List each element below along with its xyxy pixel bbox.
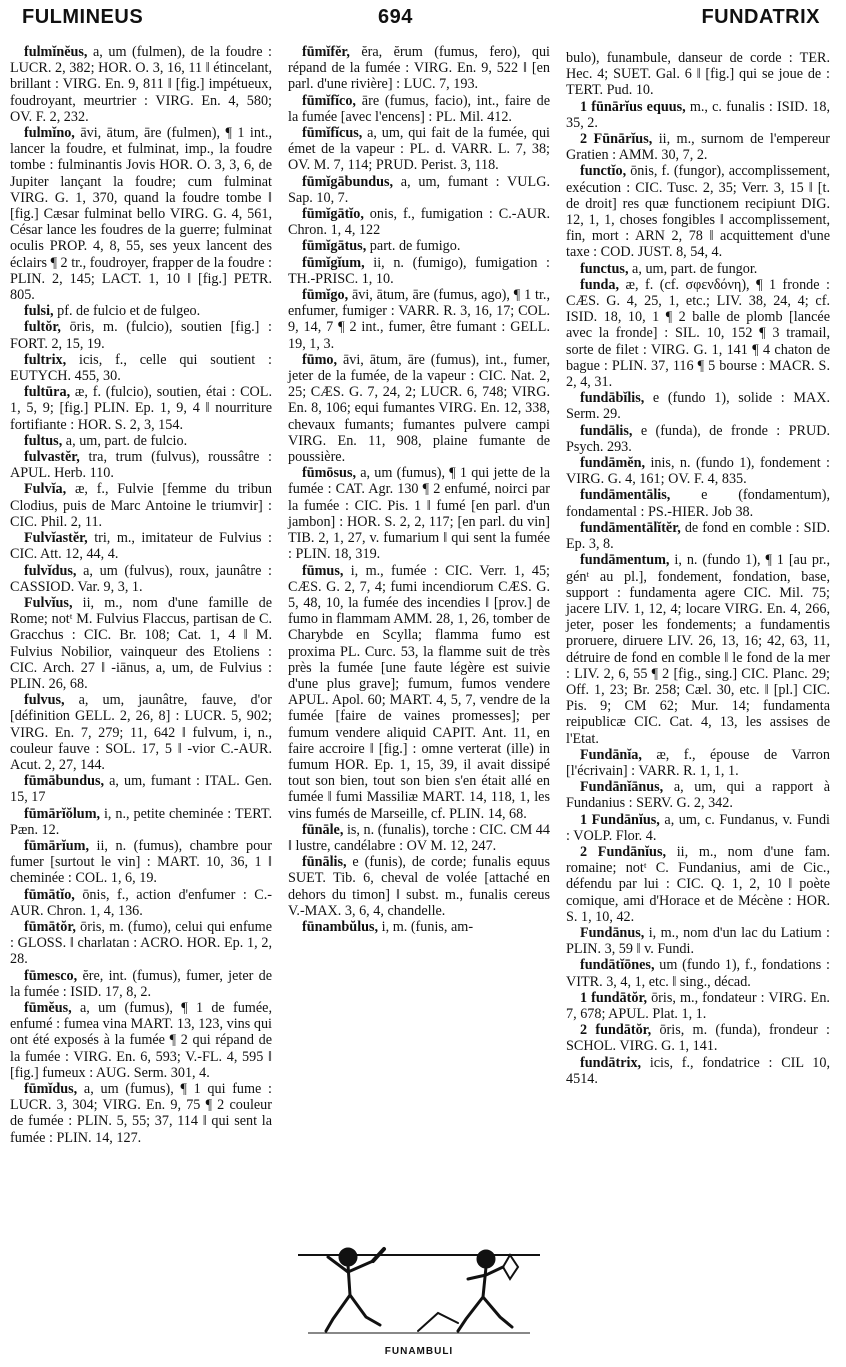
dictionary-entry — [10, 125, 272, 303]
entry-definition: i, m., nom d'un lac du Latium : PLIN. 3, 59 ‖ v. Fundi. — [566, 924, 830, 958]
entry-definition: e (fondamentum), fondamental : PS.-HIER. Job 38. — [566, 487, 830, 520]
entry-definition: e (fundo 1), solide : MAX. Serm. 29. — [566, 390, 830, 423]
entry-headword: fūmĭfĭcus, — [302, 125, 363, 142]
dictionary-entry — [10, 449, 272, 481]
entry-headword: 1 fūnārĭus equus, — [580, 98, 686, 115]
dictionary-entry — [566, 520, 830, 552]
entry-headword: Fundānus, — [580, 924, 645, 941]
entry-definition: e (funis), de corde; funalis equus SUET. Tib. 6, cheval de volée [attaché en dehors du timon] ‖ subst. m., funalis cereus V.-MAX. 3, 6, 4, chandelle. — [288, 854, 550, 919]
entry-headword: fūmārĭum, — [24, 837, 90, 854]
entry-headword: fultūra, — [24, 384, 71, 401]
entry-definition: i, n. (fundo 1), ¶ 1 [au pr., génᵗ au pl.], fondement, fondation, base, support : fundamenta agere CIC. Mil. 75; jacere LIV. 1, 12, 4; locare VIRG. En. 4, 266, jeter, poser les fondements; a fundamentis proruere, diruere LIV. 26, 13, 16; 42, 63, 11, détruire de fond en comble ‖ le fond de la mer : LIV. 2, 6, 55 ¶ 2 [fig., sing.] CIC. Planc. 29; Off. 1, 23; Br. 258; Cæl. 30, etc. ‖ [pl.] CIC. Pis. 9; CM 62; Mur. 14; fundamenta reipublicæ CIC. Cat. 4, 13, les assises de l'Etat. — [566, 552, 830, 747]
dictionary-entry — [566, 1055, 830, 1087]
entry-definition: ii, m., surnom de l'empereur Gratien : AMM. 30, 7, 2. — [566, 131, 830, 164]
entry-definition: a, um (fulmen), de la foudre : LUCR. 2, 382; HOR. O. 3, 16, 11 ‖ étincelant, brillant : VIRG. En. 9, 811 ‖ [fig.] impétueux, foudroyant, meurtrier : VIRG. En. 4, 580; OV. F. 2, 232. — [10, 44, 272, 125]
entry-headword: fultrix, — [24, 351, 67, 368]
entry-headword: fūmĭgātĭo, — [302, 206, 364, 223]
dictionary-entry — [566, 423, 830, 455]
entry-definition: a, um, fumant : VULG. Sap. 10, 7. — [288, 173, 550, 206]
dictionary-entry — [288, 919, 550, 935]
dictionary-entry — [10, 303, 272, 319]
entry-headword: fūmĭgābundus, — [302, 173, 394, 190]
entry-definition: i, n., petite cheminée : TERT. Pæn. 12. — [10, 805, 272, 838]
dictionary-entry — [10, 692, 272, 773]
entry-definition: onis, f., fumigation : C.-AUR. Chron. 1, 4, 122 — [288, 206, 550, 239]
dictionary-entry — [288, 352, 550, 465]
entry-headword: fūmo, — [302, 351, 338, 368]
dictionary-entry — [10, 352, 272, 384]
entry-definition: a, um, c. Fundanus, v. Fundi : VOLP. Flor. 4. — [566, 811, 830, 844]
entry-definition: i, m., fumée : CIC. Verr. 1, 45; CÆS. G. 2, 7, 4; fumi incendiorum CÆS. G. 5, 48, 10, la fumée des incendies ‖ [prov.] de fumo in flammam AMM. 28, 1, 26, tomber de Charybde en Scylla; flamma fumo est proxima PL. Curc. 53, la flamme suit de très près la fumée [une faute légère est suivie d'une plus grave]; fumum, fumos vendere APUL. Apol. 60; MART. 4, 5, 7, vendre de la fumée [faire de vaines promesses]; per fumum vendere aliquid CAPIT. Ant. 11, en faire accroire ‖ [fig.] : omne verterat (ille) in fumum HOR. Ep. 1, 15, 39, il avait dissipé tout son bien, tout son bien s'en était allé en fumée ‖ fumi Massiliæ MART. 14, 118, 1, les vins fumés de Marseille, cf. PLIN. 14, 68. — [288, 562, 550, 822]
dictionary-entry — [10, 319, 272, 351]
entry-definition: icis, f., celle qui soutient : EUTYCH. 455, 30. — [10, 351, 272, 385]
entry-headword: fūmĭgĭum, — [302, 254, 365, 271]
dictionary-entry — [566, 1022, 830, 1054]
dictionary-entry — [10, 384, 272, 433]
entry-definition: a, um (fumus), ¶ 1 de fumée, enfumé : fumea vina MART. 13, 123, vins qui ont été exposés à la fumée ¶ 2 qui répand de la fumée : VIRG. En. 6, 593; V.-FL. 4, 595 ‖ [fig.] fumeux : AUG. Serm. 301, 4. — [10, 999, 272, 1081]
dictionary-entry — [10, 1000, 272, 1081]
dictionary-entry — [10, 595, 272, 692]
dictionary-entry — [566, 455, 830, 487]
dictionary-entry — [288, 44, 550, 93]
dictionary-entry — [566, 390, 830, 422]
entry-definition: ii, n. (fumigo), fumigation : TH.-PRISC. 1, 10. — [288, 254, 550, 287]
entry-headword: fūmārĭŏlum, — [24, 805, 101, 822]
header-last-word: FUNDATRIX — [701, 6, 820, 28]
entry-definition: a, um, qui fait de la fumée, qui émet de la vapeur : PL. d. VARR. L. 7, 38; OV. M. 7, 114; PRUD. Perist. 3, 118. — [288, 125, 550, 174]
dictionary-entry — [10, 481, 272, 530]
dictionary-entry — [288, 255, 550, 287]
dictionary-entry — [10, 563, 272, 595]
entry-headword: fulmĭno, — [24, 125, 75, 142]
entry-definition: is, n. (funalis), torche : CIC. CM 44 ‖ lustre, candélabre : OV M. 12, 247. — [288, 821, 550, 854]
entry-headword: fultŏr, — [24, 319, 61, 336]
entry-headword: fūmĭgātus, — [302, 238, 367, 255]
dictionary-entry — [10, 1081, 272, 1146]
entry-headword: functus, — [580, 260, 629, 277]
entry-definition: æ, f. (cf. σφενδόνη), ¶ 1 fronde : CÆS. G. 4, 25, 1, etc.; LIV. 38, 24, 4; cf. ISID. 18, 10, 1 ¶ 2 balle de plomb [lancée avec la fronde] : SIL. 10, 152 ¶ 3 tramail, sorte de filet : VIRG. G. 1, 141 ¶ 4 chaton de bague : PLIN. 37, 116 ¶ 5 bourse : MACR. S. 2, 4, 31. — [566, 276, 830, 391]
dictionary-entry — [288, 287, 550, 352]
dictionary-entry — [288, 174, 550, 206]
dictionary-entry — [566, 552, 830, 746]
entry-definition: part. de fumigo. — [366, 238, 461, 255]
entry-headword: fūnālis, — [302, 854, 347, 871]
entry-definition: ii, m., nom d'une fam. romaine; notᵗ C. Fundanius, ami de Cic., défendu par lui : CIC. Q. 1, 2, 10 ‖ poète comique, ami d'Horace et de Mécène : HOR. S. 1, 10, 42. — [566, 843, 830, 925]
entry-definition: m., c. funalis : ISID. 18, 35, 2. — [566, 98, 830, 131]
entry-headword: fulmĭnĕus, — [24, 44, 88, 60]
dictionary-entry — [288, 206, 550, 238]
entry-headword: fundābĭlis, — [580, 390, 645, 407]
entry-headword: 1 fundātŏr, — [580, 989, 648, 1006]
entry-definition: a, um, qui a rapport à Fundanius : SERV. G. 2, 342. — [566, 779, 830, 812]
entry-definition: a, um (fumus), ¶ 1 qui jette de la fumée : CAT. Agr. 130 ¶ 2 enfumé, noirci par la fumée : CIC. Pis. 1 ‖ fumé [en parl. d'un jambon] : HOR. S. 2, 2, 117; [en parl. du vin] TIB. 2, 1, 27, v. fumarium ‖ qui sent la fumée : PLIN. 18, 319. — [288, 465, 550, 563]
dictionary-entry — [10, 806, 272, 838]
entry-definition: a, um (fumus), ¶ 1 qui fume : LUCR. 3, 304; VIRG. En. 9, 75 ¶ 2 couleur de fumée : PLIN. 5, 55; 37, 114 ‖ qui sent la fumée : PLIN. 14, 127. — [10, 1081, 272, 1146]
dictionary-entry — [566, 812, 830, 844]
entry-definition: tri, m., imitateur de Fulvius : CIC. Att. 12, 44, 4. — [10, 530, 272, 563]
entry-definition: æ, f. (fulcio), soutien, étai : COL. 1, 5, 9; [fig.] PLIN. Ep. 1, 9, 4 ‖ nourriture fortifiante : HOR. S. 2, 3, 154. — [10, 384, 272, 433]
dictionary-entry — [566, 277, 830, 390]
entry-headword: fūmĭgo, — [302, 287, 349, 304]
entry-headword: Fundānĭa, — [580, 746, 642, 763]
entry-headword: Fulvĭa, — [24, 481, 67, 498]
entry-headword: fūmātĭo, — [24, 886, 75, 903]
entry-definition: a, um (fulvus), roux, jaunâtre : CASSIOD. Var. 9, 3, 1. — [10, 562, 272, 595]
funambuli-drawing — [288, 1227, 550, 1339]
entry-headword: fūnambŭlus, — [302, 918, 379, 935]
funambuli-illustration — [288, 1227, 550, 1357]
entry-definition: pf. de fulcio et de fulgeo. — [53, 303, 201, 320]
dictionary-entry — [566, 957, 830, 989]
entry-headword: functĭo, — [580, 163, 627, 180]
entry-headword: funda, — [580, 276, 620, 293]
entry-definition: e (funda), de fronde : PRUD. Psych. 293. — [566, 422, 830, 455]
entry-headword: 2 Fundānĭus, — [580, 843, 667, 860]
entry-headword: fulsi, — [24, 303, 54, 320]
entry-definition: ōris, m., fondateur : VIRG. En. 7, 678; APUL. Plat. 1, 1. — [566, 989, 830, 1022]
entry-definition: āvi, ātum, āre (fulmen), ¶ 1 int., lancer la foudre, et fulminat, imp., la foudre tombe : fulminantis Jovis HOR. O. 3, 3, 6, de Jupiter lançant la foudre; cum fulminat VIRG. G. 1, 370, quand la foudre tombe ‖ [fig.] Cæsar fulminat bello VIRG. G. 4, 561, César lance les foudres de la guerre; fulminat oculis PROP. 4, 8, 55, ses yeux lancent des éclairs ¶ 2 tr., foudroyer, frapper de la foudre : PLIN. 2, 145; LACT. 1, 10 ‖ [fig.] PETR. 805. — [10, 125, 272, 304]
dictionary-entry — [10, 530, 272, 562]
entry-definition: ōnis, f., action d'enfumer : C.-AUR. Chron. 1, 4, 136. — [10, 886, 272, 919]
page-number: 694 — [378, 6, 413, 28]
header-first-word: FULMINEUS — [22, 6, 144, 28]
entry-headword: fulvus, — [24, 692, 65, 709]
entry-definition: a, um, jaunâtre, fauve, d'or [définition GELL. 2, 26, 8] : LUCR. 5, 902; VIRG. En. 7, 279; 11, 642 ‖ fulvum, i, n., couleur fauve : SOL. 17, 5 ‖ -vior C.-AUR. Acut. 2, 27, 144. — [10, 692, 272, 773]
dictionary-entry — [566, 261, 830, 277]
dictionary-entry — [566, 990, 830, 1022]
dictionary-entry — [288, 465, 550, 562]
entry-definition: inis, n. (fundo 1), fondement : VIRG. G. 4, 161; OV. F. 4, 835. — [566, 455, 830, 488]
entry-headword: fūmĕus, — [24, 999, 72, 1016]
dictionary-entry — [10, 968, 272, 1000]
entry-definition: a, um, part. de fulcio. — [62, 432, 188, 449]
entry-headword: fundāmentālis, — [580, 487, 671, 504]
dictionary-entry — [288, 563, 550, 822]
entry-headword: fūmōsus, — [302, 465, 357, 482]
entry-definition: æ, f., épouse de Varron [l'écrivain] : VARR. R. 1, 1, 1. — [566, 746, 830, 779]
dictionary-entry — [288, 822, 550, 854]
dictionary-entry — [10, 838, 272, 887]
entry-headword: fulvĭdus, — [24, 562, 77, 579]
entry-definition: ĕre, int. (fumus), fumer, jeter de la fumée : ISID. 17, 8, 2. — [10, 967, 272, 1000]
entry-definition: ĕra, ĕrum (fumus, fero), qui répand de la fumée : VIRG. En. 9, 522 ‖ [en parl. d'une rivière] : LUC. 7, 193. — [288, 44, 550, 93]
entry-headword: Fulvĭus, — [24, 594, 73, 611]
dictionary-entry — [10, 44, 272, 125]
dictionary-entry — [288, 238, 550, 254]
entry-headword: fūmesco, — [24, 967, 78, 984]
column-3 — [566, 50, 830, 1087]
column-1 — [10, 44, 272, 1146]
entry-headword: Fulvĭastĕr, — [24, 530, 88, 547]
entry-definition: āvi, ātum, āre (fumus), int., fumer, jeter de la fumée, de la vapeur : CIC. Nat. 2, 25; CÆS. G. 7, 24, 2; LUCR. 6, 748; VIRG. En. 8, 106; equi fumantes VIRG. En. 12, 338, chevaux fumants; fumantes pulvere campi VIRG. En. 11, 908, plaine fumante de poussière. — [288, 351, 550, 466]
entry-headword: fundātĭōnes, — [580, 957, 655, 974]
entry-headword: fūnāle, — [302, 821, 344, 838]
entry-definition: tra, trum (fulvus), roussâtre : APUL. Herb. 110. — [10, 449, 272, 482]
entry-headword: 1 Fundānĭus, — [580, 811, 660, 828]
entry-definition: ōris, m. (fulcio), soutien [fig.] : FORT. 2, 15, 19. — [10, 319, 272, 352]
dictionary-entry — [566, 779, 830, 811]
entry-definition: i, m. (funis, am- — [378, 918, 474, 935]
entry-headword: fūmātŏr, — [24, 918, 76, 935]
dictionary-entry — [288, 125, 550, 174]
entry-headword: fundātrix, — [580, 1054, 642, 1071]
entry-headword: fundāmentum, — [580, 552, 670, 569]
entry-headword: fulvastĕr, — [24, 449, 80, 466]
entry-definition: ōris, m. (fumo), celui qui enfume : GLOSS. ‖ charlatan : ACRO. HOR. Ep. 1, 2, 28. — [10, 918, 272, 968]
entry-headword: fundāmĕn, — [580, 455, 646, 472]
dictionary-entry — [566, 163, 830, 260]
entry-headword: fūmĭfĕr, — [302, 44, 350, 60]
entry-headword: fūmābundus, — [24, 773, 105, 790]
dictionary-entry — [566, 747, 830, 779]
entry-definition: a, um, part. de fungor. — [628, 260, 758, 277]
entry-definition: icis, f., fondatrice : CIL 10, 4514. — [566, 1054, 830, 1087]
dictionary-entry — [566, 844, 830, 925]
dictionary-entry — [10, 887, 272, 919]
running-header — [0, 6, 846, 36]
dictionary-entry — [566, 131, 830, 163]
entry-definition: a, um, fumant : ITAL. Gen. 15, 17 — [10, 773, 272, 806]
dictionary-entry — [288, 854, 550, 919]
entry-headword: fūmĭdus, — [24, 1081, 78, 1097]
entry-headword: fultus, — [24, 432, 63, 449]
entry-definition: bulo), funambule, danseur de corde : TER. Hec. 4; SUET. Gal. 6 ‖ [fig.] qui se joue de : TERT. Pud. 10. — [566, 50, 830, 99]
entry-definition: ii, m., nom d'une famille de Rome; notᵗ M. Fulvius Flaccus, partisan de C. Gracchus : CIC. Br. 108; Cat. 1, 4 ‖ M. Fulvius Nobilior, vainqueur des Etoliens : CIC. Arch. 27 ‖ -iānus, a, um, de Fulvius : PLIN. 26, 68. — [10, 594, 272, 692]
figure-caption: FUNAMBULI — [384, 1346, 454, 1357]
entry-definition: āre (fumus, facio), int., faire de la fumée [avec l'encens] : PL. Mil. 412. — [288, 92, 550, 125]
entry-headword: fundālis, — [580, 422, 633, 439]
entry-definition: ōnis, f. (fungor), accomplissement, exécution : CIC. Tusc. 2, 35; Verr. 3, 15 ‖ [t. de droit] res quæ functionem recipiunt DIG. 12, 1, 1, choses fongibles ‖ accomplissement, fin, mort : ARN 2, 78 ‖ acquittement d'une taxe : COD. JUST. 8, 54, 4. — [566, 163, 830, 261]
entry-definition: ii, n. (fumus), chambre pour fumer [surtout le vin] : MART. 10, 36, 1 ‖ cheminée : COL. 1, 6, 19. — [10, 837, 272, 887]
dictionary-entry — [10, 919, 272, 968]
dictionary-entry — [566, 50, 830, 99]
entry-headword: 2 Fūnārĭus, — [580, 131, 653, 148]
entry-definition: de fond en comble : SID. Ep. 3, 8. — [566, 519, 830, 553]
entry-headword: fundāmentālĭtĕr, — [580, 519, 681, 536]
entry-definition: um (fundo 1), f., fondations : VITR. 3, 4, 1, etc. ‖ sing., décad. — [566, 957, 830, 990]
entry-definition: ōris, m. (funda), frondeur : SCHOL. VIRG. G. 1, 141. — [566, 1022, 830, 1055]
entry-headword: Fundānĭānus, — [580, 779, 664, 796]
entry-headword: fūmĭfĭco, — [302, 92, 356, 109]
dictionary-entry — [10, 773, 272, 805]
dictionary-entry — [10, 433, 272, 449]
entry-headword: 2 fundātŏr, — [580, 1022, 652, 1039]
entry-definition: āvi, ātum, āre (fumus, ago), ¶ 1 tr., enfumer, fumiger : VARR. R. 3, 16, 17; COL. 9, 14, 7 ¶ 2 int., fumer, être fumant : GELL. 19, 1, 3. — [288, 287, 550, 352]
dictionary-entry — [566, 487, 830, 519]
column-2 — [288, 44, 550, 935]
dictionary-entry — [566, 925, 830, 957]
dictionary-entry — [566, 99, 830, 131]
dictionary-entry — [288, 93, 550, 125]
entry-headword: fūmus, — [302, 562, 344, 579]
entry-definition: æ, f., Fulvie [femme du tribun Clodius, puis de Marc Antoine le triumvir] : CIC. Phil. 2, 11. — [10, 481, 272, 530]
